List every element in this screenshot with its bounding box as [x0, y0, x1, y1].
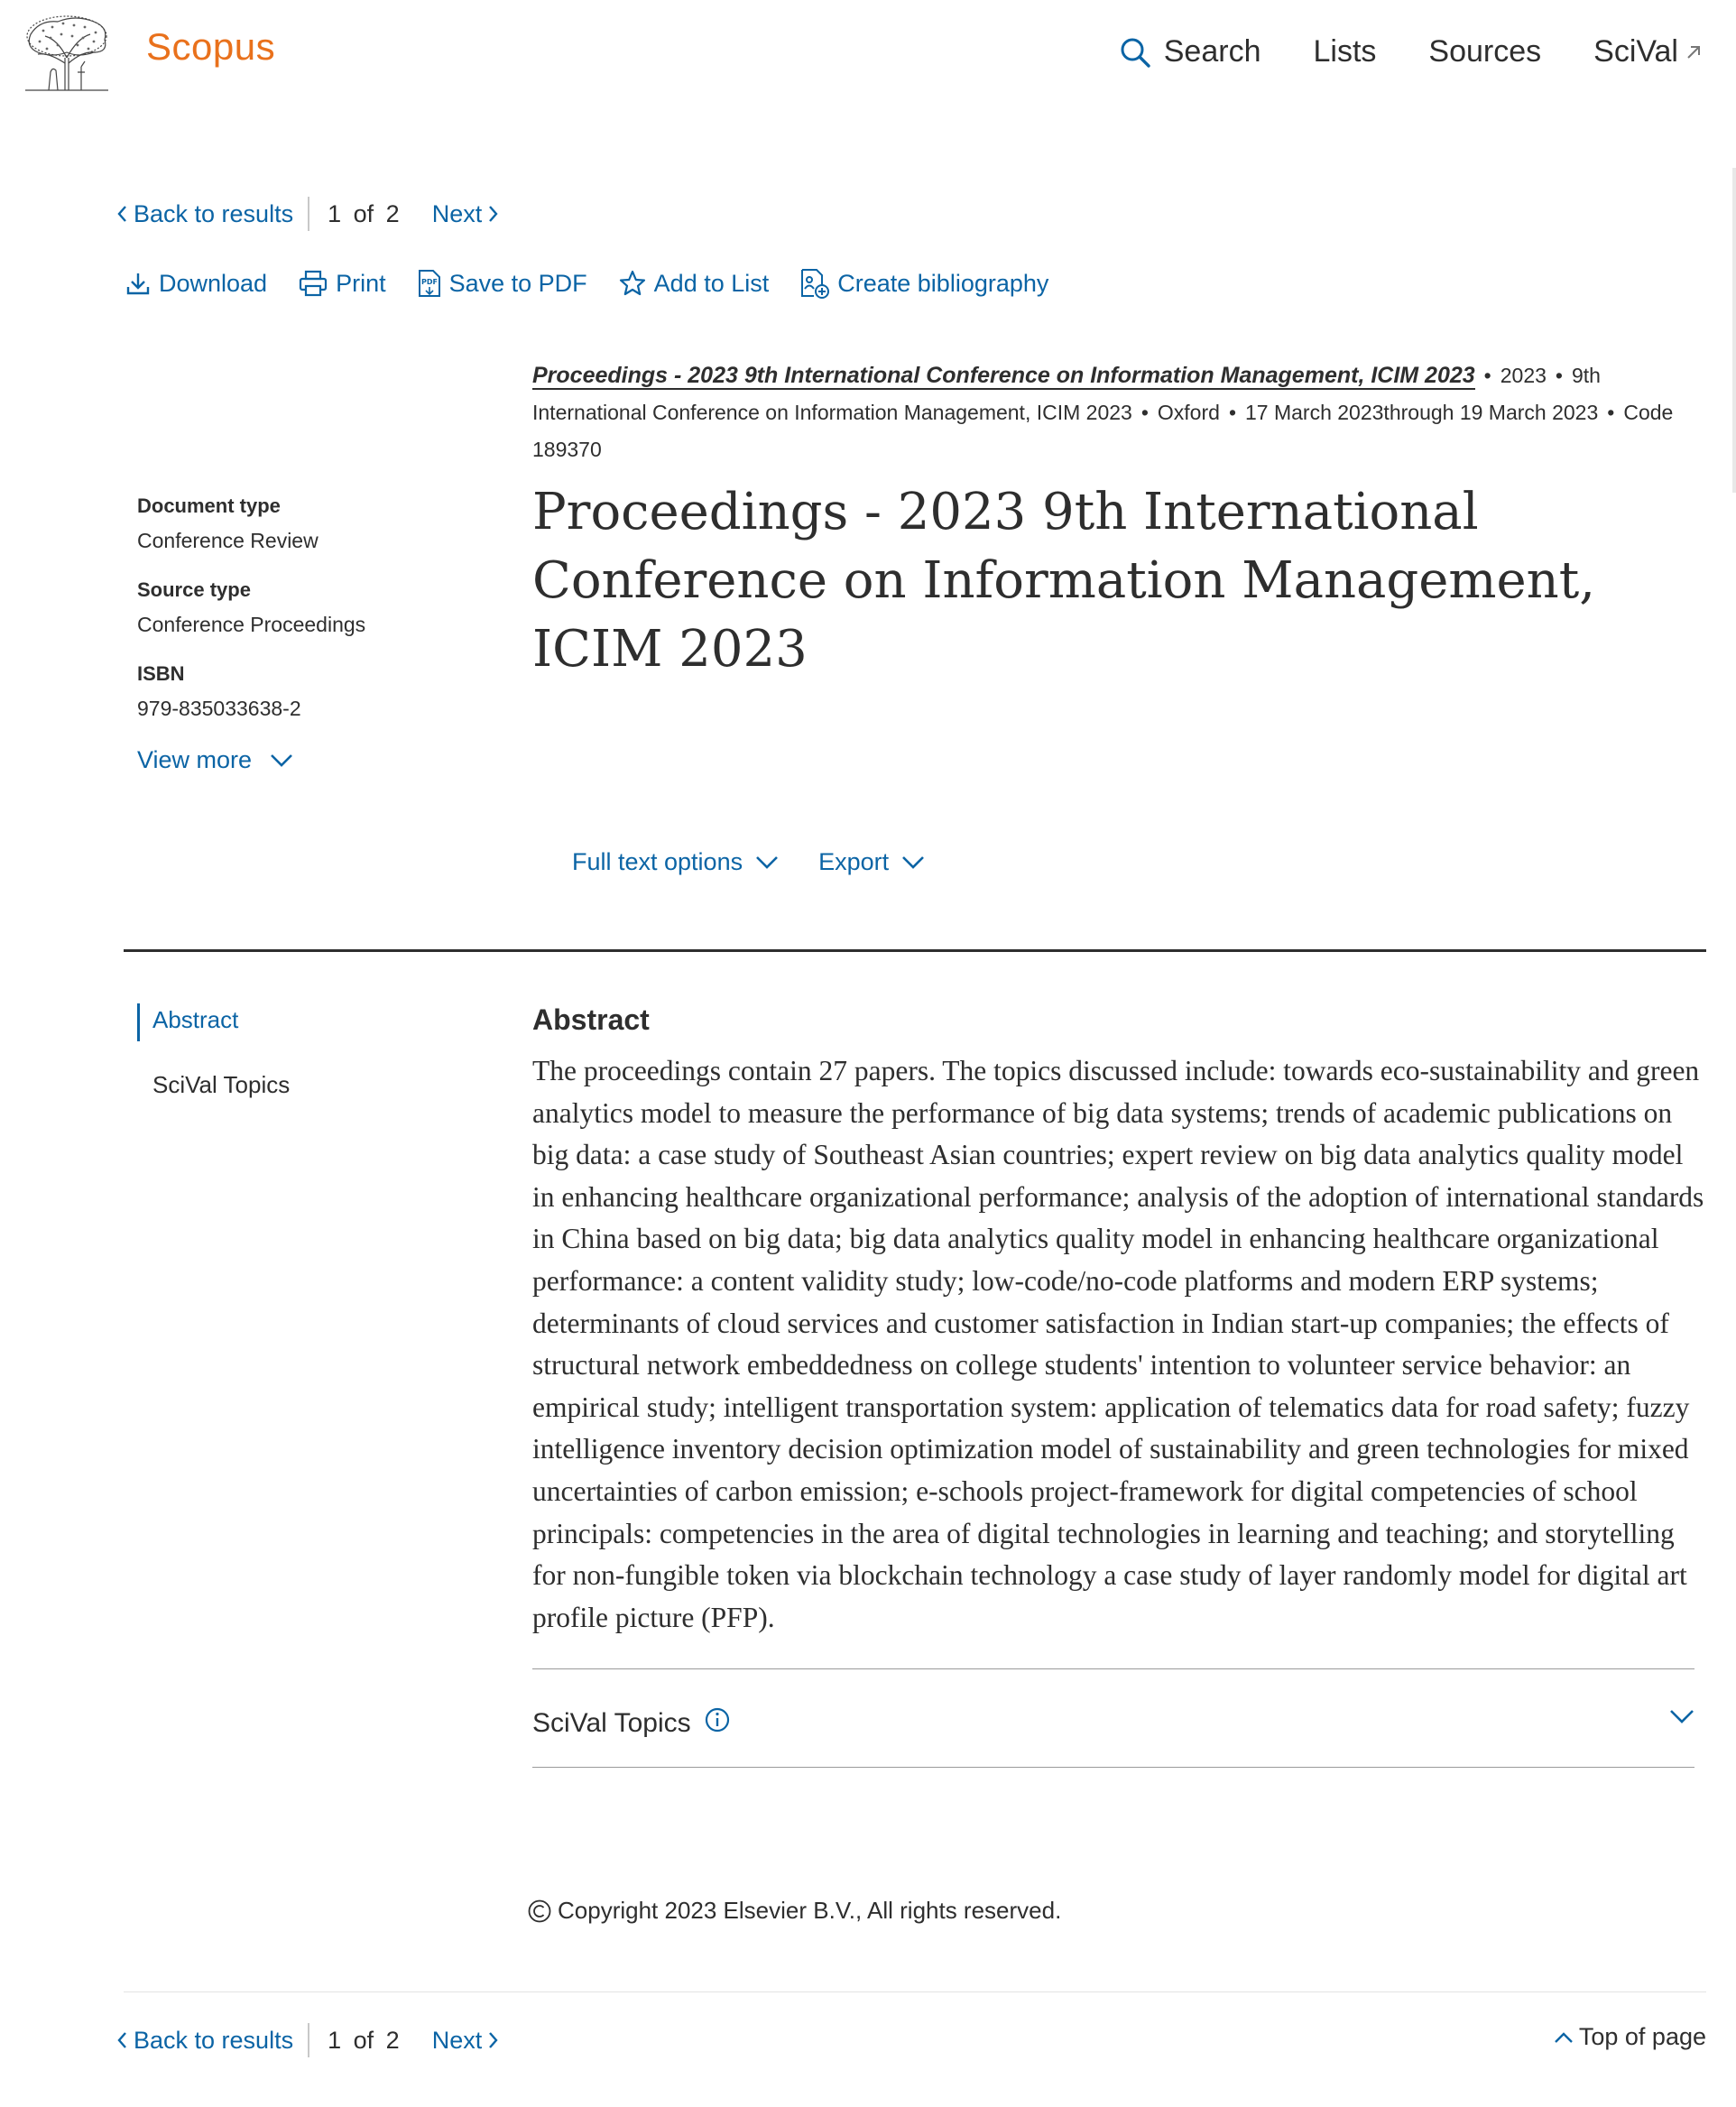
isbn-value: 979-835033638-2: [137, 697, 301, 720]
chevron-left-icon: [115, 2030, 128, 2050]
dot-separator: •: [1483, 364, 1491, 387]
section-divider: [124, 949, 1706, 952]
copyright-text: Copyright 2023 Elsevier B.V., All rights reserved.: [558, 1897, 1062, 1924]
nav-search[interactable]: [1119, 34, 1261, 69]
download-icon: [125, 270, 152, 297]
copyright-icon: [527, 1899, 552, 1924]
back-to-results-link[interactable]: [115, 2027, 293, 2055]
chevron-left-icon: [115, 204, 128, 224]
divider: [308, 197, 309, 231]
copyright-notice: [527, 1897, 1061, 1925]
external-link-icon: [1684, 42, 1704, 62]
view-more-button[interactable]: [137, 746, 516, 774]
create-bibliography-button[interactable]: [799, 267, 1048, 300]
export-button[interactable]: [818, 848, 925, 876]
abstract-text: The proceedings contain 27 papers. The topics discussed include: towards eco-sustainability and green analytics model to measure the performance of big data systems; trends of academic publications on big data: a case study of Southeast Asian countries; expert review on big data analytics quality model in enhancing healthcare organizational performance; analysis of the adoption of international standards in China based on big data; big data analytics quality model in enhancing healthcare organizational performance: a content validity study; low-code/no-code platforms and modern ERP systems; determinants of cloud services and customer satisfaction in Indian start-up companies; the effects of structural network embeddedness on college students' intention to volunteer service behavior: an empirical study; intelligent transportation system: application of telematics data for road safety; fuzzy intelligence inventory decision optimization model of sustainability and green technologies for mixed uncertainties of carbon emission; e-schools project-framework for digital competencies of school principals: competencies in the area of digital technologies in learning and teaching; and storytelling for non-fungible token via blockchain technology a case study of layer randomly model for digital art profile picture (PFP).: [532, 1055, 1704, 1633]
view-more-label: View more: [137, 746, 253, 773]
chevron-down-icon: [901, 855, 925, 870]
conference-name: 9th International Conference on Information Management, ICIM 2023: [532, 364, 1601, 424]
abstract-heading: Abstract: [532, 1003, 650, 1036]
chevron-right-icon: [487, 2030, 500, 2050]
printer-icon: [298, 269, 328, 298]
print-button[interactable]: [298, 269, 386, 298]
full-text-options-button[interactable]: [572, 848, 779, 876]
search-icon: [1119, 36, 1151, 69]
add-to-list-button[interactable]: [618, 269, 770, 298]
nav-search-label: Search: [1163, 34, 1261, 69]
save-to-pdf-button[interactable]: [417, 269, 587, 298]
divider: [532, 1767, 1694, 1768]
export-label: Export: [818, 848, 890, 875]
scival-topics-accordion[interactable]: [532, 1696, 1694, 1751]
result-counter: [328, 200, 400, 228]
pdf-file-icon: [417, 269, 442, 298]
svg-text:PDF: PDF: [420, 278, 438, 286]
dot-separator: •: [1607, 401, 1615, 424]
sidenav-item-scival-topics[interactable]: SciVal Topics: [152, 1071, 291, 1098]
document-type-label: Document type: [137, 494, 281, 517]
current-result: 1: [328, 2026, 342, 2054]
of-label: of: [353, 199, 374, 227]
bibliography-icon: [799, 267, 830, 300]
conference-code: Code 189370: [532, 401, 1674, 461]
document-type-value: Conference Review: [137, 529, 319, 552]
dot-separator: •: [1555, 364, 1563, 387]
chevron-down-icon: [755, 855, 779, 870]
divider: [308, 2023, 309, 2057]
scrollbar[interactable]: [1732, 168, 1736, 493]
section-navigation: [137, 1003, 290, 1133]
nav-lists[interactable]: [1313, 34, 1376, 69]
back-to-results-label: Back to results: [134, 199, 294, 227]
download-label: Download: [159, 269, 268, 297]
result-navigation-bottom: [115, 2023, 500, 2057]
sidenav-item-abstract[interactable]: Abstract: [137, 1003, 290, 1041]
chevron-right-icon: [487, 204, 500, 224]
elsevier-logo[interactable]: [22, 13, 112, 92]
document-metadata: [137, 494, 516, 774]
next-label: Next: [431, 2026, 483, 2054]
document-title: Proceedings - 2023 9th International Conference on Information Management, ICIM 2023: [532, 483, 1596, 679]
back-to-results-link[interactable]: [115, 200, 293, 228]
next-result-link[interactable]: [432, 2027, 501, 2055]
scopus-brand[interactable]: Scopus: [146, 25, 276, 68]
total-results: 2: [385, 2026, 400, 2054]
chevron-down-icon: [270, 753, 293, 768]
nav-lists-label: Lists: [1313, 34, 1377, 69]
source-type-value: Conference Proceedings: [137, 613, 366, 636]
chevron-up-icon: [1554, 2031, 1574, 2044]
nav-scival-label: SciVal: [1593, 34, 1678, 69]
info-icon[interactable]: [704, 1706, 731, 1733]
top-of-page-link[interactable]: [1554, 2023, 1706, 2051]
nav-scival[interactable]: [1593, 34, 1704, 69]
isbn-label: ISBN: [137, 662, 185, 685]
result-navigation-top: [115, 197, 500, 231]
back-to-results-label: Back to results: [134, 2026, 294, 2054]
save-to-pdf-label: Save to PDF: [448, 269, 587, 297]
current-result: 1: [328, 199, 342, 227]
document-toolbar: [125, 267, 1079, 300]
next-label: Next: [431, 199, 483, 227]
star-icon: [618, 269, 647, 298]
nav-sources-label: Sources: [1428, 34, 1542, 69]
create-bibliography-label: Create bibliography: [837, 269, 1049, 297]
download-button[interactable]: [125, 270, 267, 298]
chevron-down-icon[interactable]: [1669, 1709, 1694, 1725]
of-label: of: [353, 2026, 374, 2054]
source-information: [532, 357, 1696, 468]
divider: [532, 1668, 1694, 1669]
scival-topics-label: SciVal Topics: [532, 1708, 691, 1738]
print-label: Print: [336, 269, 386, 297]
nav-sources[interactable]: [1428, 34, 1541, 69]
footer-divider: [124, 1991, 1706, 1992]
total-results: 2: [385, 199, 400, 227]
source-year: 2023: [1500, 364, 1547, 387]
full-text-options-label: Full text options: [572, 848, 743, 875]
dot-separator: •: [1228, 401, 1236, 424]
dot-separator: •: [1140, 401, 1149, 424]
add-to-list-label: Add to List: [653, 269, 770, 297]
result-counter: [328, 2027, 400, 2055]
conference-dates: 17 March 2023through 19 March 2023: [1245, 401, 1599, 424]
source-type-label: Source type: [137, 578, 251, 601]
top-of-page-label: Top of page: [1578, 2023, 1706, 2050]
conference-location: Oxford: [1157, 401, 1220, 424]
top-navigation: [1119, 34, 1704, 69]
next-result-link[interactable]: [432, 200, 501, 228]
source-title-link[interactable]: Proceedings - 2023 9th International Conference on Information Management, ICIM 2023: [532, 363, 1475, 388]
document-options: [572, 848, 965, 876]
